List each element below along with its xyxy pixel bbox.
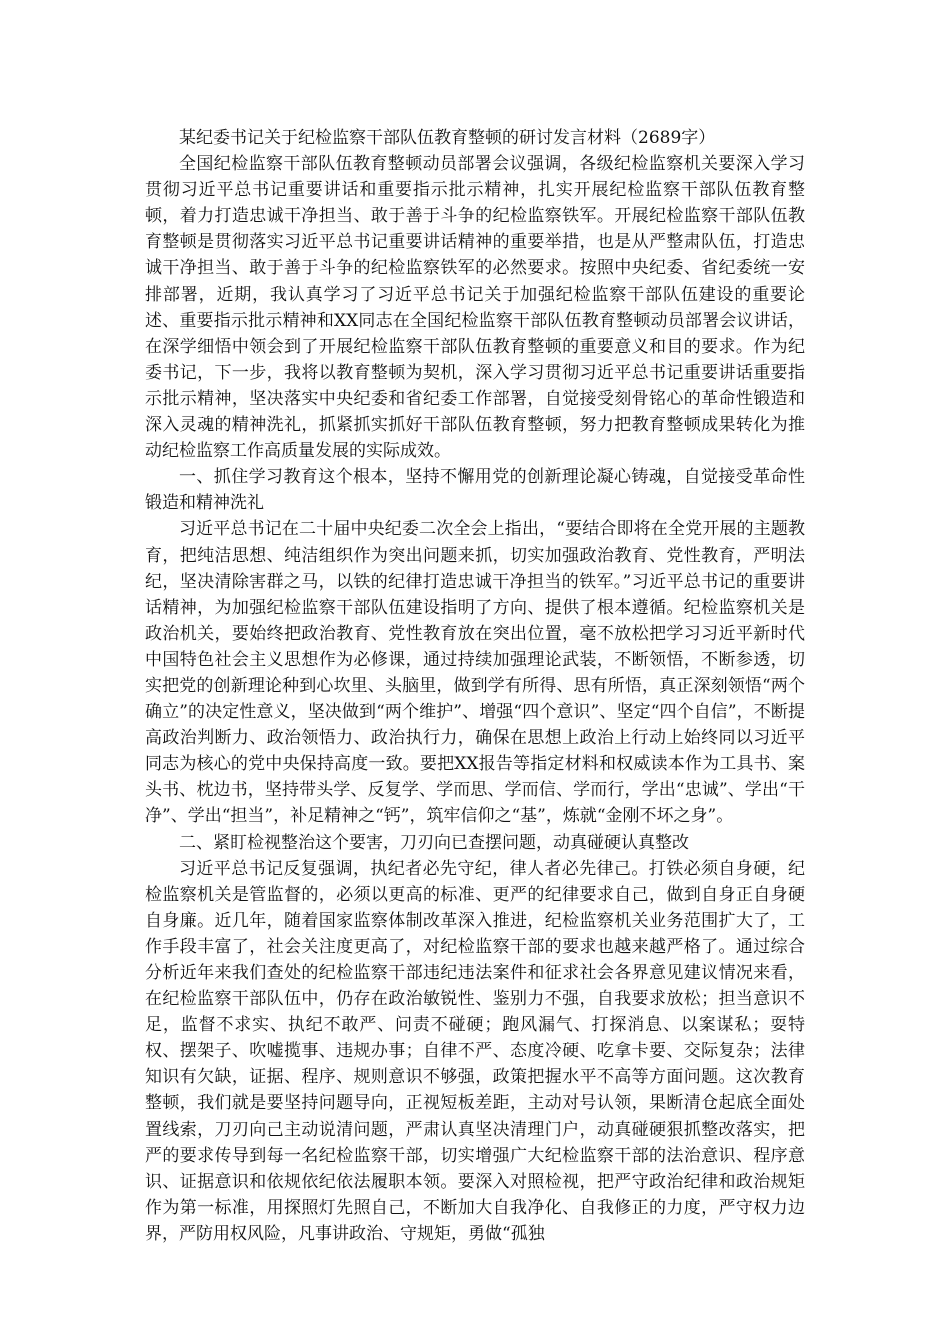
section-1-paragraph: 习近平总书记在二十届中央纪委二次全会上指出，“要结合即将在全党开展的主题教育，把纯洁思想、纯洁组织作为突出问题来抓，切实加强政治教育、党性教育，严明法纪，坚决清除害群之马，以铁的纪律打造忠诚干净担当的铁军。”习近平总书记的重要讲话精神，为加强纪检监察干部队伍建设指明了方向、提供了根本遵循。纪检监察机关是政治机关，要始终把政治教育、党性教育放在突出位置，毫不放松把学习习近平新时代中国特色社会主义思想作为必修课，通过持续加强理论武装，不断领悟，不断参透，切实把党的创新理论种到心坎里、头脑里，做到学有所得、思有所悟，真正深刻领悟“两个确立”的决定性意义，坚决做到“两个维护”、增强“四个意识”、坚定“四个自信”，不断提高政治判断力、政治领悟力、政治执行力，确保在思想上政治上行动上始终同以习近平同志为核心的党中央保持高度一致。要把XX报告等指定材料和权威读本作为工具书、案头书、枕边书，坚持带头学、反复学、学而思、学而信、学而行，学出“忠诚”、学出“干净”、学出“担当”，补足精神之“钙”，筑牢信仰之“基”，炼就“金刚不坏之身”。: [145, 519, 805, 827]
intro-paragraph: 全国纪检监察干部队伍教育整顿动员部署会议强调，各级纪检监察机关要深入学习贯彻习近平总书记重要讲话和重要指示批示精神，扎实开展纪检监察干部队伍教育整顿，着力打造忠诚干净担当、敢于善于斗争的纪检监察铁军。开展纪检监察干部队伍教育整顿是贯彻落实习近平总书记重要讲话精神的重要举措，也是从严整肃队伍，打造忠诚干净担当、敢于善于斗争的纪检监察铁军的必然要求。按照中央纪委、省纪委统一安排部署，近期，我认真学习了习近平总书记关于加强纪检监察干部队伍建设的重要论述、重要指示批示精神和XX同志在全国纪检监察干部队伍教育整顿动员部署会议讲话，在深学细悟中领会到了开展纪检监察干部队伍教育整顿的重要意义和目的要求。作为纪委书记，下一步，我将以教育整顿为契机，深入学习贯彻习近平总书记重要讲话重要指示批示精神，坚决落实中央纪委和省纪委工作部署，自觉接受刻骨铭心的革命性锻造和深入灵魂的精神洗礼，抓紧抓实抓好干部队伍教育整顿，努力把教育整顿成果转化为推动纪检监察工作高质量发展的实际成效。: [145, 154, 805, 462]
document-title: 某纪委书记关于纪检监察干部队伍教育整顿的研讨发言材料（2689字）: [179, 128, 716, 148]
document-body: [145, 125, 805, 1247]
section-heading-1: 一、抓住学习教育这个根本，坚持不懈用党的创新理论凝心铸魂，自觉接受革命性锻造和精神洗礼: [145, 467, 805, 514]
section-heading-2: 二、紧盯检视整治这个要害，刀刃向已查摆问题，动真碰硬认真整改: [179, 832, 689, 853]
section-2-paragraph: 习近平总书记反复强调，执纪者必先守纪，律人者必先律己。打铁必须自身硬，纪检监察机关是管监督的，必须以更高的标准、更严的纪律要求自己，做到自身正自身硬自身廉。近几年，随着国家监察体制改革深入推进，纪检监察机关业务范围扩大了，工作手段丰富了，社会关注度更高了，对纪检监察干部的要求也越来越严格了。通过综合分析近年来我们查处的纪检监察干部违纪违法案件和征求社会各界意见建议情况来看，在纪检监察干部队伍中，仍存在政治敏锐性、鉴别力不强，自我要求放松；担当意识不足，监督不求实、执纪不敢严、问责不碰硬；跑风漏气、打探消息、以案谋私；耍特权、摆架子、吹嘘揽事、违规办事；自律不严、态度冷硬、吃拿卡要、交际复杂；法律知识有欠缺，证据、程序、规则意识不够强，政策把握水平不高等方面问题。这次教育整顿，我们就是要坚持问题导向，正视短板差距，主动对号认领，果断清仓起底全面处置线索，刀刃向己主动说清问题，严肃认真坚决清理门户，动真碰硬狠抓整改落实，把严的要求传导到每一名纪检监察干部，切实增强广大纪检监察干部的法治意识、程序意识、证据意识和依规依纪依法履职本领。要深入对照检视，把严守政治纪律和政治规矩作为第一标准，用探照灯先照自己，不断加大自我净化、自我修正的力度，严守权力边界，严防用权风险，凡事讲政治、守规矩，勇做“孤独: [145, 858, 805, 1244]
